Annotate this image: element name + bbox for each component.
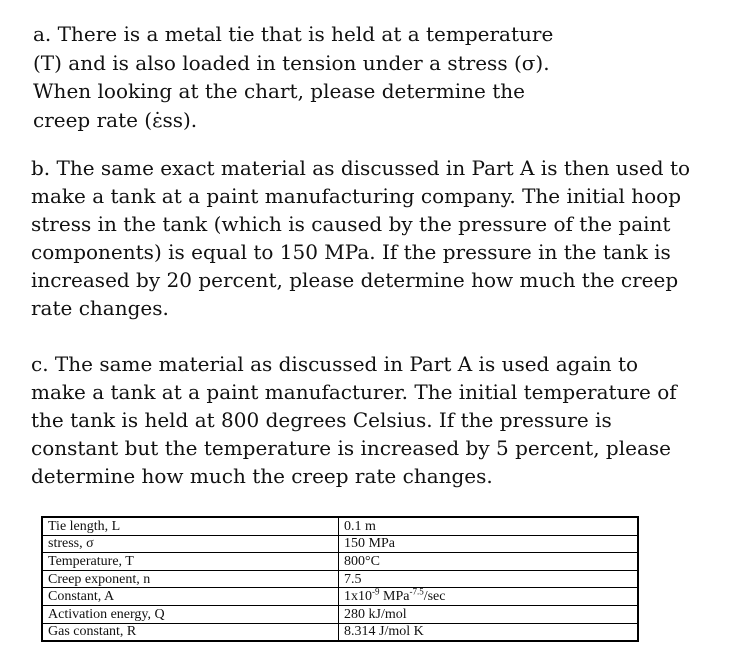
part-c-line: constant but the temperature is increased by 5 percent, please xyxy=(31,436,671,460)
part-c-question xyxy=(31,350,731,490)
part-a-line: a. There is a metal tie that is held at a temperature xyxy=(33,22,554,46)
table-value xyxy=(339,588,639,606)
value-unit-exponent: -7.5 xyxy=(409,586,424,597)
part-b-line: b. The same exact material as discussed in Part A is then used to xyxy=(31,156,691,180)
table-label: Tie length, L xyxy=(42,517,339,535)
table-row xyxy=(42,517,638,535)
table-row xyxy=(42,570,638,588)
table-row xyxy=(42,605,638,623)
part-a-line: creep rate (ε̇ss). xyxy=(33,107,198,132)
part-c-line: the tank is held at 800 degrees Celsius. If the pressure is xyxy=(31,408,612,432)
parameters-table xyxy=(41,516,639,642)
value-exponent: -9 xyxy=(372,586,380,597)
part-c-line: determine how much the creep rate changes. xyxy=(31,464,493,488)
part-b-question xyxy=(31,154,731,322)
table-label: Temperature, T xyxy=(42,553,339,571)
part-a-question xyxy=(33,20,593,134)
part-a-line: When looking at the chart, please determine the xyxy=(33,79,525,103)
table-row xyxy=(42,588,638,606)
table-value: 7.5 xyxy=(339,570,639,588)
part-a-line: (T) and is also loaded in tension under a stress (σ). xyxy=(33,50,550,75)
part-b-line: increased by 20 percent, please determine how much the creep xyxy=(31,268,679,292)
value-unit-tail: /sec xyxy=(423,589,446,605)
table-row xyxy=(42,623,638,641)
part-b-line: stress in the tank (which is caused by the pressure of the paint xyxy=(31,212,671,236)
table-value: 150 MPa xyxy=(339,535,639,553)
table-label: Creep exponent, n xyxy=(42,570,339,588)
table-row xyxy=(42,553,638,571)
part-b-line: make a tank at a paint manufacturing company. The initial hoop xyxy=(31,184,682,208)
table-label: Constant, A xyxy=(42,588,339,606)
part-c-line: c. The same material as discussed in Part A is used again to xyxy=(31,352,639,376)
value-unit: MPa xyxy=(379,589,410,605)
table-value: 280 kJ/mol xyxy=(339,605,639,623)
part-c-line: make a tank at a paint manufacturer. The initial temperature of xyxy=(31,380,677,404)
table-label: Gas constant, R xyxy=(42,623,339,641)
table-row xyxy=(42,535,638,553)
value-base: 1x10 xyxy=(344,589,372,605)
part-b-line: rate changes. xyxy=(31,296,169,320)
table-value: 800°C xyxy=(339,553,639,571)
part-b-line: components) is equal to 150 MPa. If the pressure in the tank is xyxy=(31,240,671,264)
table-value: 0.1 m xyxy=(339,517,639,535)
table-label: Activation energy, Q xyxy=(42,605,339,623)
table-value: 8.314 J/mol K xyxy=(339,623,639,641)
table-label: stress, σ xyxy=(42,535,339,553)
